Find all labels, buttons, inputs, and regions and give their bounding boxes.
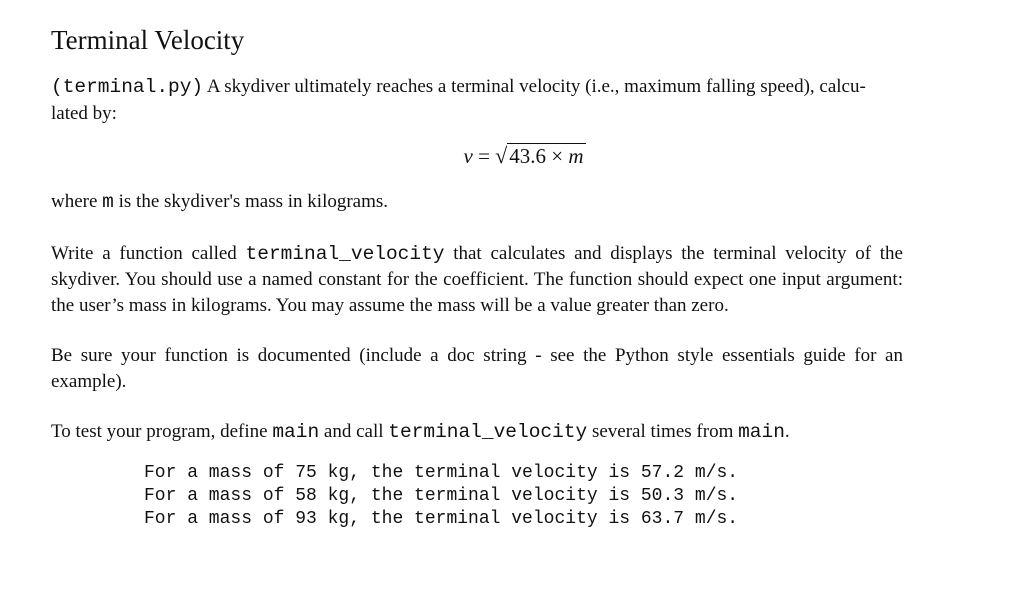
filename-code: (terminal.py) [51, 76, 204, 98]
function-name-code: terminal_velocity [245, 242, 445, 265]
write-text-before: Write a function called [51, 242, 246, 264]
page-title: Terminal Velocity [51, 25, 245, 55]
document [51, 24, 903, 531]
equation-radicand [507, 143, 585, 168]
square-root [495, 141, 585, 171]
equation-lhs: v [463, 144, 473, 168]
write-text-after: that calculates and displays the terminal velocity of the skydiver. You should use a named constant for the coefficient. The function should expect one input argument: the user’s mass in kilograms. You may assume the mass will be a value greater than zero. [51, 242, 903, 316]
sample-output [144, 462, 903, 531]
test-text-middle2: several times from [587, 421, 739, 442]
equation-coefficient: 43.6 × [509, 144, 569, 168]
where-text-before: where [51, 191, 103, 212]
output-line: For a mass of 75 kg, the terminal velocity is 57.2 m/s. [144, 462, 739, 483]
equation-variable: m [568, 144, 584, 168]
style-paragraph: Be sure your function is documented (include a doc string - see the Python style essentials guide for an example). [51, 345, 903, 392]
main-code: main [272, 421, 320, 443]
intro-paragraph [51, 74, 903, 126]
output-line: For a mass of 93 kg, the terminal velocity is 63.7 m/s. [144, 508, 739, 529]
mass-variable-code: m [102, 191, 114, 213]
function-name-code: terminal_velocity [388, 421, 588, 443]
test-paragraph [51, 419, 903, 446]
where-paragraph [51, 189, 903, 216]
intro-text-continued: lated by: [51, 102, 117, 124]
velocity-equation [51, 141, 903, 171]
where-text-after: is the skydiver's mass in kilograms. [113, 191, 389, 212]
test-text-middle: and call [319, 421, 389, 442]
main-code: main [738, 421, 785, 443]
write-paragraph [51, 241, 903, 319]
intro-text: A skydiver ultimately reaches a terminal velocity (i.e., maximum falling speed), calcu- [203, 76, 866, 97]
test-text-end: . [784, 421, 790, 442]
test-text-before: To test your program, define [51, 421, 273, 442]
output-line: For a mass of 58 kg, the terminal velocity is 50.3 m/s. [144, 485, 739, 506]
equation-equals: = [472, 144, 496, 168]
radical-sign-icon: √ [495, 143, 508, 168]
